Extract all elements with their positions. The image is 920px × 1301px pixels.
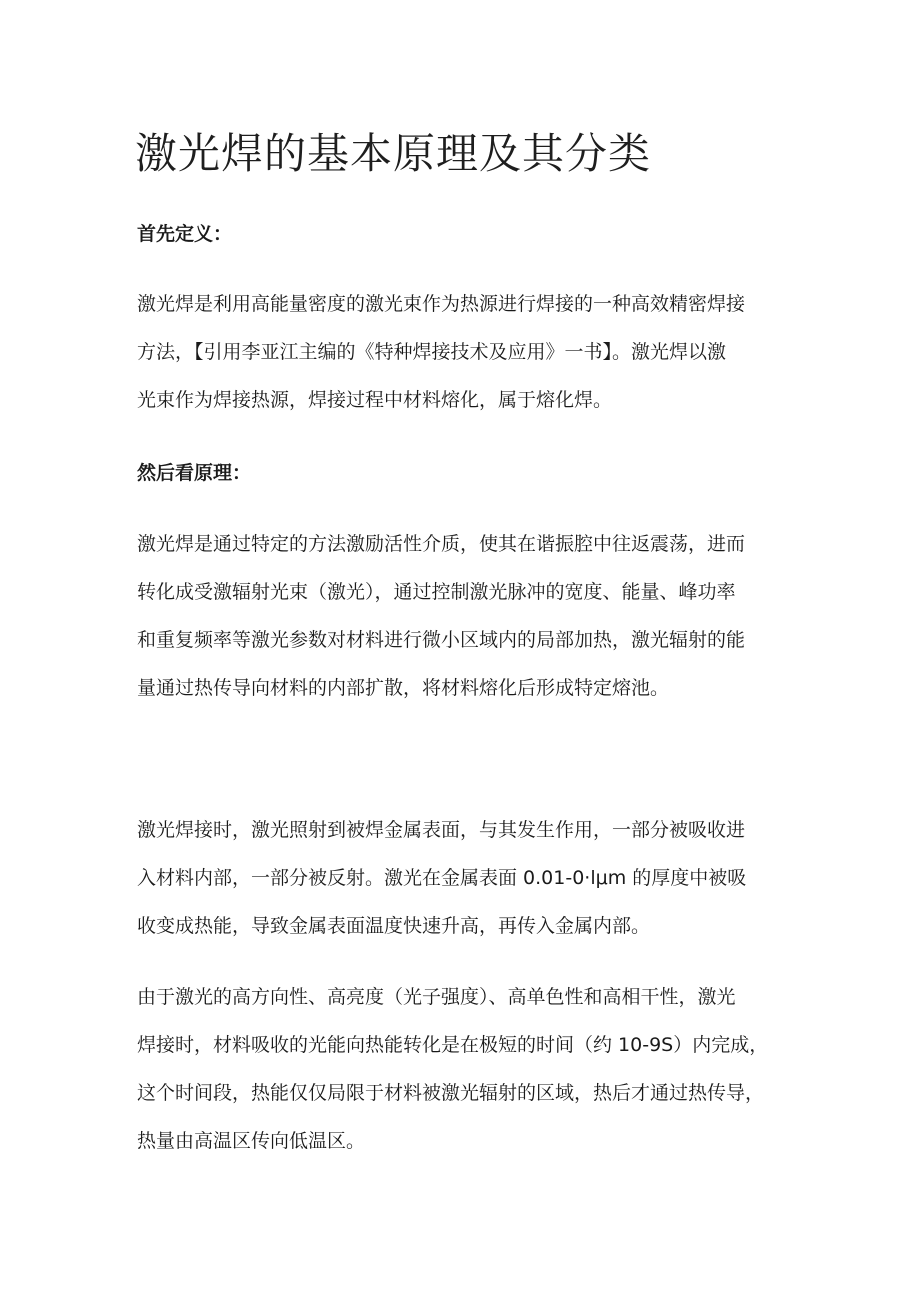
paragraph-line: 光束作为焊接热源，焊接过程中材料熔化，属于熔化焊。 [137,389,613,411]
paragraph-line: 收变成热能，导致金属表面温度快速升高，再传入金属内部。 [137,915,651,937]
paragraph-line: 热量由高温区传向低温区。 [137,1130,366,1152]
paragraph-absorption [137,806,787,950]
paragraph-line: 入材料内部，一部分被反射。激光在金属表面 0.01-0·lμm 的厚度中被吸 [137,867,747,889]
paragraph-line: 激光焊接时，激光照射到被焊金属表面，与其发生作用，一部分被吸收进 [137,819,746,841]
paragraph-line: 和重复频率等激光参数对材料进行微小区域内的局部加热，激光辐射的能 [137,629,746,651]
paragraph-line: 这个时间段，热能仅仅局限于材料被激光辐射的区域，热后才通过热传导， [137,1082,765,1104]
paragraph-line: 量通过热传导向材料的内部扩散，将材料熔化后形成特定熔池。 [137,677,670,699]
paragraph-line: 转化成受激辐射光束（激光），通过控制激光脉冲的宽度、能量、峰功率 [137,581,736,603]
paragraph-definition [137,280,787,424]
paragraph-line: 焊接时，材料吸收的光能向热能转化是在极短的时间（约 10-9S）内完成， [137,1034,769,1056]
paragraph-line: 激光焊是利用高能量密度的激光束作为热源进行焊接的一种高效精密焊接 [137,293,746,315]
paragraph-principle [137,520,787,712]
paragraph-line: 方法，【引用李亚江主编的《特种焊接技术及应用》一书】。激光焊以激 [137,341,727,363]
section-heading-definition: 首先定义： [137,223,233,245]
paragraph-line: 激光焊是通过特定的方法激励活性介质，使其在谐振腔中往返震荡，进而 [137,533,746,555]
paragraph-line: 由于激光的高方向性、高亮度（光子强度）、高单色性和高相干性，激光 [137,986,736,1008]
section-heading-principle: 然后看原理： [137,462,252,484]
page-title: 激光焊的基本原理及其分类 [135,129,652,178]
paragraph-properties [137,973,787,1165]
